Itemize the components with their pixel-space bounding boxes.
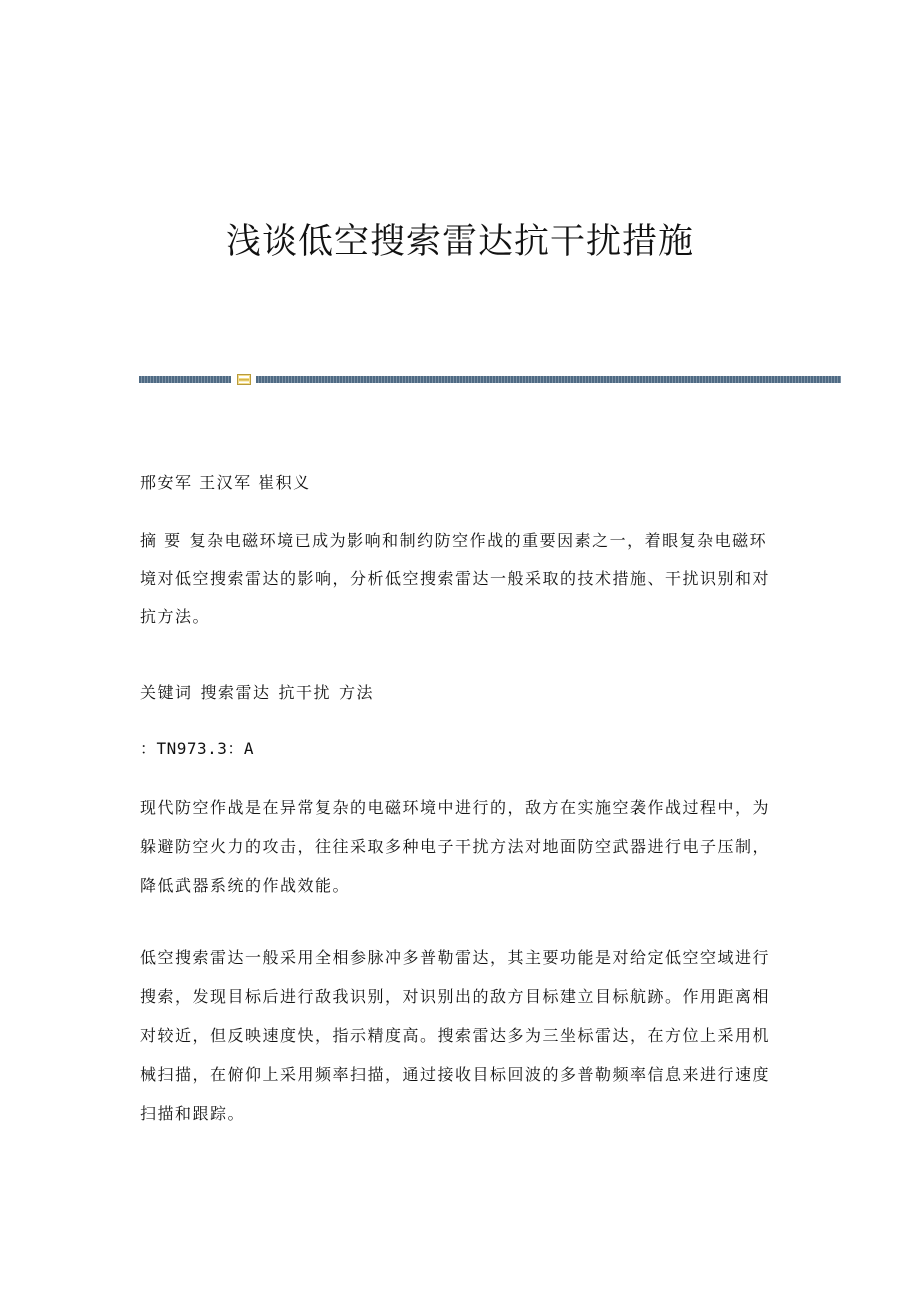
abstract-text: 复杂电磁环境已成为影响和制约防空作战的重要因素之一，着眼复杂电磁环境对低空搜索雷达的影响，分析低空搜索雷达一般采取的技术措施、干扰识别和对抗方法。 <box>140 531 771 626</box>
abstract-label: 摘 要 <box>140 531 182 550</box>
abstract <box>140 522 780 636</box>
keyword: 搜索雷达 <box>200 683 271 702</box>
authors: 邢安军 王汉军 崔积义 <box>140 473 311 492</box>
divider-bar-right <box>256 376 841 383</box>
keywords-label: 关键词 <box>140 683 193 702</box>
body-paragraph: 低空搜索雷达一般采用全相参脉冲多普勒雷达，其主要功能是对给定低空空域进行搜索，发现目标后进行敌我识别，对识别出的敌方目标建立目标航跡。作用距离相对较近，但反映速度快，指示精度高。搜索雷达多为三坐标雷达，在方位上采用机械扫描，在俯仰上采用频率扫描，通过接收目标回波的多普勒频率信息来进行速度扫描和跟踪。 <box>140 948 771 1123</box>
document-title: 浅谈低空搜索雷达抗干扰措施 <box>225 222 694 262</box>
divider-bar-left <box>139 376 231 383</box>
keyword: 方法 <box>339 683 375 702</box>
keywords <box>140 678 780 708</box>
keyword: 抗干扰 <box>278 683 332 702</box>
classification-code: ：TN973.3：A <box>140 739 255 758</box>
body-paragraph: 现代防空作战是在异常复杂的电磁环境中进行的，敌方在实施空袭作战过程中，为躲避防空火力的攻击，往往采取多种电子干扰方法对地面防空武器进行电子压制，降低武器系统的作战效能。 <box>140 798 771 895</box>
divider-ornament-icon <box>237 374 251 385</box>
title-divider <box>139 374 841 385</box>
